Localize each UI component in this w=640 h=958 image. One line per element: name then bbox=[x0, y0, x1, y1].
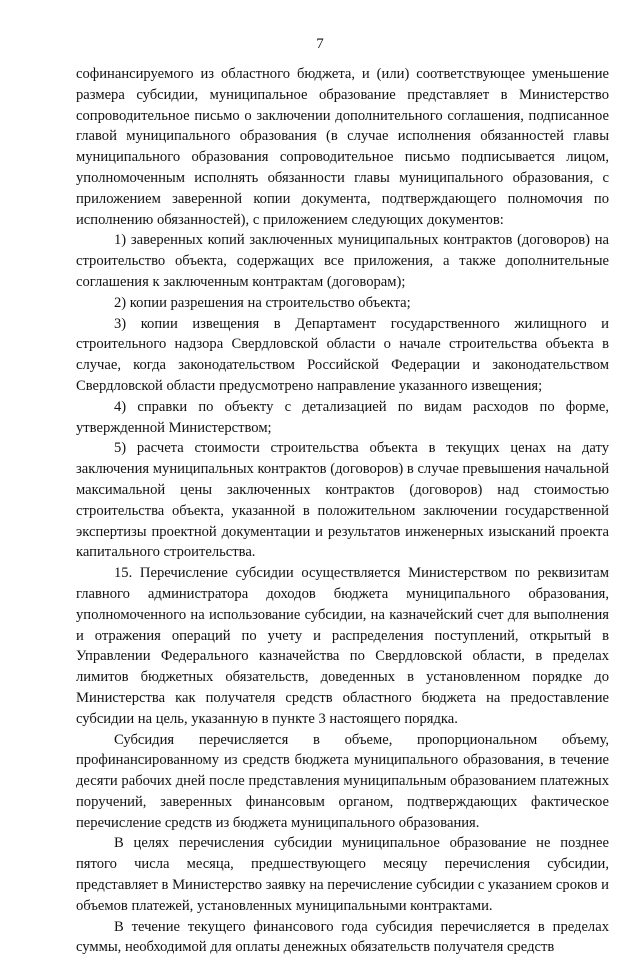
paragraph-continuation: софинансируемого из областного бюджета, и (или) соответствующее уменьшение размера субсидии, муниципальное образование представляет в Министерство сопроводительное письмо о заключении дополнительного соглашения, подписанное главой муниципального образования (в случае исполнения обязанностей главы муниципального образования сопроводительное письмо подписывается лицом, уполномоченным исполнять обязанности главы муниципального образования, с приложением заверенной копии документа, подтверждающего полномочия по исполнению обязанностей), с приложением следующих документов: bbox=[76, 66, 609, 228]
list-item-3: 3) копии извещения в Департамент государственного жилищного и строительного надзора Свердловской области о начале строительства объекта в случае, когда законодательством Российской Федерации и законодательством Свердловской области предусмотрено направление указанного извещения; bbox=[76, 315, 609, 394]
list-item-1: 1) заверенных копий заключенных муниципальных контрактов (договоров) на строительство объекта, содержащих все приложения, а также дополнительные соглашения к заключенным контрактам (договорам); bbox=[76, 232, 609, 290]
document-body bbox=[76, 64, 609, 958]
page-number: 7 bbox=[316, 36, 324, 52]
clause-15: 15. Перечисление субсидии осуществляется Министерством по реквизитам главного администратора доходов бюджета муниципального образования, уполномоченного на использование субсидии, на казначейский счет для выполнения и отражения операций по учету и распределения поступлений, открытый в Управлении Федерального казначейства по Свердловской области, в пределах лимитов бюджетных обязательств, доведенных в установленном порядке до Министерства как получателя средств областного бюджета на предоставление субсидии на цель, указанную в пункте 3 настоящего порядка. bbox=[76, 565, 609, 727]
paragraph-fiscal-year: В течение текущего финансового года субсидия перечисляется в пределах суммы, необходимой для оплаты денежных обязательств получателя средств bbox=[76, 918, 609, 956]
paragraph-transfer-request: В целях перечисления субсидии муниципальное образование не позднее пятого числа месяца, предшествующего месяцу перечисления субсидии, представляет в Министерство заявку на перечисление субсидии с указанием сроков и объемов платежей, установленных муниципальными контрактами. bbox=[76, 835, 609, 914]
list-item-2: 2) копии разрешения на строительство объекта; bbox=[114, 294, 411, 311]
list-item-4: 4) справки по объекту с детализацией по видам расходов по форме, утвержденной Министерством; bbox=[76, 398, 609, 436]
list-item-5: 5) расчета стоимости строительства объекта в текущих ценах на дату заключения муниципальных контрактов (договоров) в случае превышения начальной максимальной цены заключенных контрактов (договоров) над стоимостью строительства объекта, указанной в положительном заключении государственной экспертизы проектной документации и результатов инженерных изысканий проекта капитального строительства. bbox=[76, 440, 609, 561]
paragraph-subsidy-volume: Субсидия перечисляется в объеме, пропорциональном объему, профинансированному из средств бюджета муниципального образования, в течение десяти рабочих дней после представления муниципальным образованием платежных поручений, заверенных финансовым органом, подтверждающих фактическое перечисление средств из бюджета муниципального образования. bbox=[76, 731, 609, 831]
